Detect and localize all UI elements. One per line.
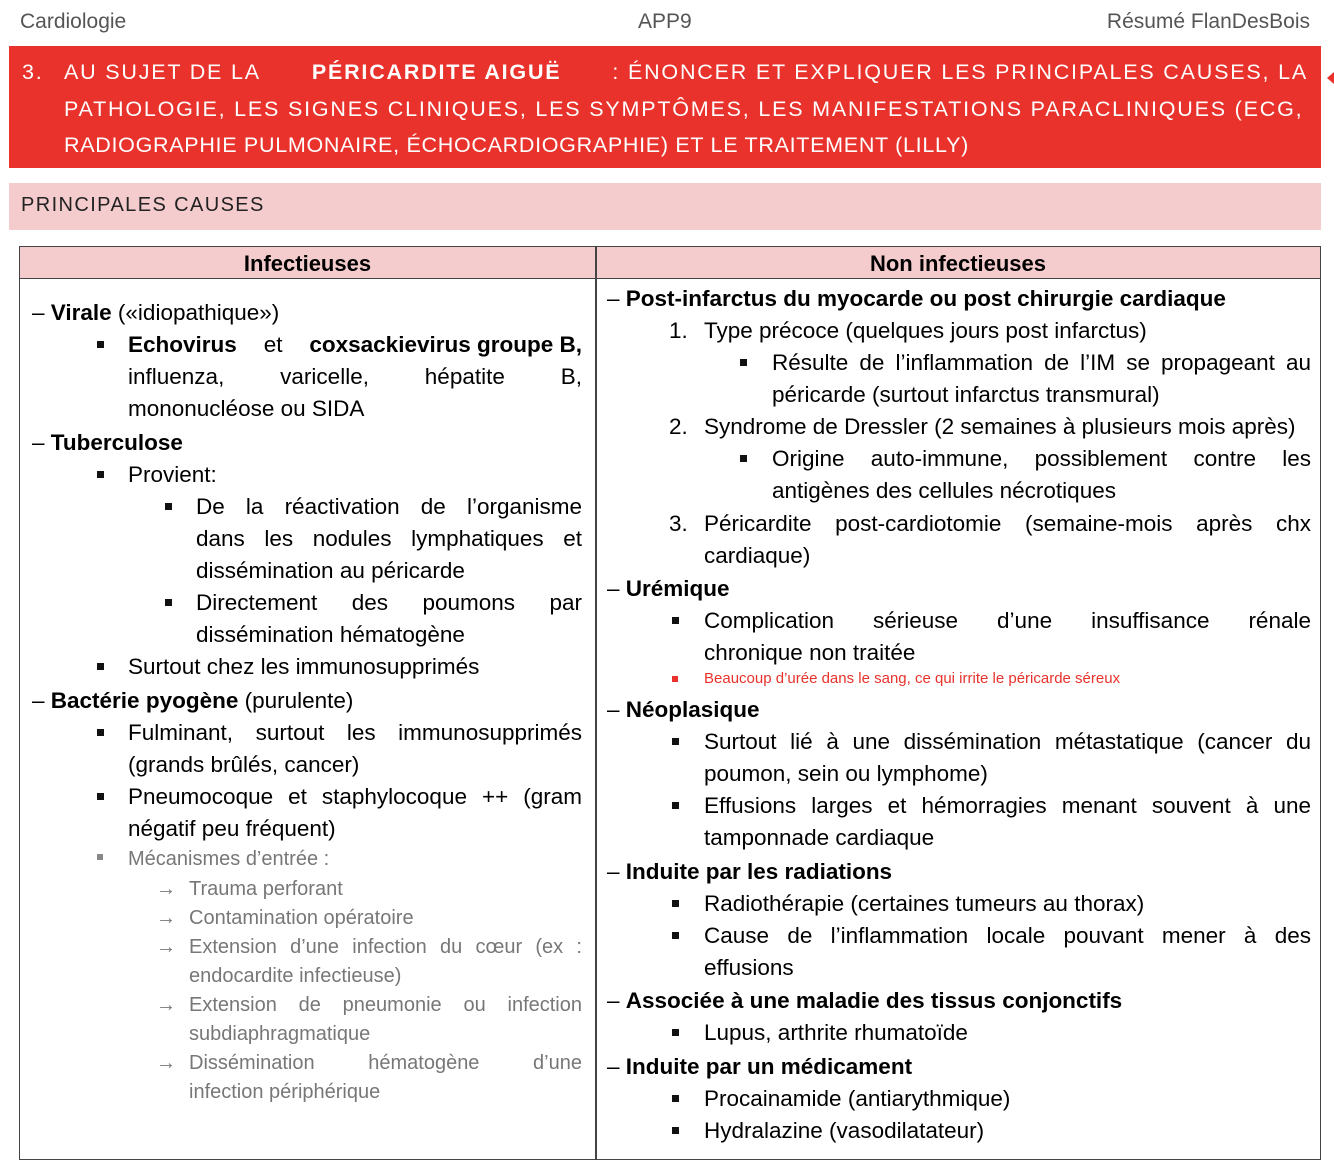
arrow-item-5-line1: Dissémination hématogène d’une — [189, 1052, 582, 1074]
causes-table — [19, 246, 1321, 1160]
tb-sub1-line1: De la réactivation de l’organisme — [196, 494, 582, 519]
margin-marker-icon — [1327, 72, 1334, 84]
arrow-item-4-line2: subdiaphragmatique — [189, 1023, 371, 1045]
bp-title: Bactérie pyogène — [50, 688, 239, 713]
pi-num2: 2. — [669, 414, 688, 439]
bullet-icon — [672, 676, 678, 682]
col-header-infectious: Infectieuses — [20, 247, 595, 279]
header-unit: APP9 — [638, 10, 692, 33]
arrow-item-5-line2: infection périphérique — [189, 1081, 381, 1103]
virale-item-line1 — [128, 329, 582, 361]
rad-item1: Radiothérapie (certaines tumeurs au thorax) — [704, 891, 1145, 916]
bullet-icon — [672, 1127, 679, 1134]
bp-item1-line2: (grands brûlés, cancer) — [128, 752, 360, 777]
banner-line2: PATHOLOGIE, LES SIGNES CLINIQUES, LES SYMPTÔMES, LES MANIFESTATIONS PARACLINIQUES (ECG, — [64, 96, 1304, 121]
bullet-icon — [672, 617, 679, 624]
rad-heading: – Induite par les radiations — [607, 859, 893, 884]
banner-line1-topic: PÉRICARDITE AIGUË — [311, 60, 562, 84]
word: varicelle, — [280, 364, 369, 389]
tb-heading: – Tuberculose — [32, 430, 183, 455]
bullet-icon — [672, 802, 679, 809]
virale-item-line3: mononucléose ou SIDA — [128, 396, 365, 421]
ur-item2-note: Beaucoup d’urée dans le sang, ce qui irrite le péricarde séreux — [704, 670, 1121, 687]
virale-title: Virale — [50, 300, 112, 325]
banner-line1-prefix: AU SUJET DE LA — [64, 60, 261, 84]
bp-item1-line1: Fulminant, surtout les immunosupprimés — [128, 720, 582, 745]
bullet-icon — [165, 599, 172, 606]
bullet-icon — [97, 793, 104, 800]
pi-item1: Type précoce (quelques jours post infarctus) — [704, 318, 1147, 343]
header-course: Cardiologie — [20, 10, 127, 33]
header-author: Résumé FlanDesBois — [1106, 10, 1310, 33]
arrow-item-4-line1: Extension de pneumonie ou infection — [189, 994, 582, 1016]
col-header-non-infectious: Non infectieuses — [596, 247, 1320, 279]
tb-sub2-line2: dissémination hématogène — [196, 622, 465, 647]
bullet-icon — [165, 503, 172, 510]
pi-item2: Syndrome de Dressler (2 semaines à plusieurs mois après) — [704, 414, 1296, 439]
arrow-item-3-line2: endocardite infectieuse) — [189, 965, 402, 987]
neo-item1-line1: Surtout lié à une dissémination métastatique (cancer du — [704, 729, 1311, 754]
banner-line1-suffix: : ÉNONCER ET EXPLIQUER LES PRINCIPALES CAUSES, LA — [612, 60, 1308, 84]
pi-num3: 3. — [669, 511, 688, 536]
bp-mecanismes: Mécanismes d’entrée : — [128, 848, 330, 870]
pi-item1-sub-line1: Résulte de l’inflammation de l’IM se propageant au — [772, 350, 1311, 375]
bullet-icon — [97, 341, 104, 348]
med-heading: – Induite par un médicament — [607, 1054, 913, 1079]
tb-sub2-line1: Directement des poumons par — [196, 590, 582, 615]
ur-item1-line1: Complication sérieuse d’une insuffisance rénale — [704, 608, 1311, 633]
bullet-icon — [740, 359, 747, 366]
tb-title: Tuberculose — [50, 430, 183, 455]
tb-sub1-line3: dissémination au péricarde — [196, 558, 465, 583]
question-banner — [9, 46, 1321, 168]
bullet-icon — [672, 932, 679, 939]
med-item2: Hydralazine (vasodilatateur) — [704, 1118, 985, 1143]
word: B, — [560, 364, 582, 389]
ur-item1-line2: chronique non traitée — [704, 640, 916, 665]
arrow-right-icon: → — [156, 994, 176, 1016]
arrow-item-3-line1: Extension d’une infection du cœur (ex : — [189, 936, 582, 958]
virale-item-line2 — [128, 361, 582, 393]
virale-heading: – Virale («idiopathique») — [32, 300, 280, 325]
pi-item3-line2: cardiaque) — [704, 543, 811, 568]
bullet-icon — [672, 1029, 679, 1036]
banner-line3: RADIOGRAPHIE PULMONAIRE, ÉCHOCARDIOGRAPHIE) ET LE TRAITEMENT (LILLY) — [64, 133, 969, 157]
neo-heading: – Néoplasique — [607, 697, 760, 722]
bullet-icon — [672, 1095, 679, 1102]
tb-provient: Provient: — [128, 462, 217, 487]
word: influenza, — [128, 364, 225, 389]
pi-heading: – Post-infarctus du myocarde ou post chirurgie cardiaque — [607, 286, 1226, 311]
tb-sub1-line2: dans les nodules lymphatiques et — [196, 526, 582, 551]
bullet-icon — [97, 854, 103, 860]
pi-item2-sub-line1: Origine auto-immune, possiblement contre les — [772, 446, 1311, 471]
virale-note: («idiopathique») — [117, 300, 280, 325]
pi-title: Post-infarctus du myocarde ou post chirurgie cardiaque — [625, 286, 1226, 311]
arrow-right-icon: → — [156, 936, 176, 958]
arrow-right-icon: → — [156, 878, 176, 900]
bullet-icon — [97, 471, 104, 478]
section-title: PRINCIPALES CAUSES — [9, 183, 1321, 230]
tc-heading: – Associée à une maladie des tissus conjonctifs — [607, 988, 1123, 1013]
rad-item2-line2: effusions — [704, 955, 794, 980]
neo-item1-line2: poumon, sein ou lymphome) — [704, 761, 988, 786]
bullet-icon — [672, 900, 679, 907]
arrow-item-2: Contamination opératoire — [189, 907, 414, 929]
pi-item3-line1: Péricardite post-cardiotomie (semaine-mois après chx — [704, 511, 1311, 536]
virale-coxsackie: coxsackievirus groupe B, — [309, 332, 582, 357]
med-title: Induite par un médicament — [625, 1054, 913, 1079]
tb-immuno: Surtout chez les immunosupprimés — [128, 654, 480, 679]
ur-title: Urémique — [625, 576, 730, 601]
arrow-right-icon: → — [156, 1052, 176, 1074]
virale-echovirus: Echovirus — [128, 332, 237, 357]
neo-item2-line1: Effusions larges et hémorragies menant souvent à une — [704, 793, 1311, 818]
arrow-right-icon: → — [156, 907, 176, 929]
bullet-icon — [97, 729, 104, 736]
tc-title: Associée à une maladie des tissus conjonctifs — [625, 988, 1123, 1013]
med-item1: Procainamide (antiarythmique) — [704, 1086, 1011, 1111]
pi-num1: 1. — [669, 318, 688, 343]
rad-title: Induite par les radiations — [625, 859, 893, 884]
bp-heading: – Bactérie pyogène (purulente) — [32, 688, 354, 713]
bullet-icon — [740, 455, 747, 462]
neo-item2-line2: tamponnade cardiaque — [704, 825, 935, 850]
bullet-icon — [97, 663, 104, 670]
bp-item2-line2: négatif peu fréquent) — [128, 816, 336, 841]
word: hépatite — [424, 364, 505, 389]
bp-note: (purulente) — [244, 688, 354, 713]
virale-and: et — [263, 332, 283, 357]
question-number: 3. — [22, 60, 44, 84]
bp-item2-line1: Pneumocoque et staphylocoque ++ (gram — [128, 784, 582, 809]
neo-title: Néoplasique — [625, 697, 760, 722]
bullet-icon — [672, 738, 679, 745]
pi-item1-sub-line2: péricarde (surtout infarctus transmural) — [772, 382, 1160, 407]
tc-item1: Lupus, arthrite rhumatoïde — [704, 1020, 968, 1045]
ur-heading: – Urémique — [607, 576, 730, 601]
pi-item2-sub-line2: antigènes des cellules nécrotiques — [772, 478, 1116, 503]
column-divider — [595, 247, 597, 1159]
arrow-item-1: Trauma perforant — [189, 878, 343, 900]
rad-item2-line1: Cause de l’inflammation locale pouvant mener à des — [704, 923, 1311, 948]
